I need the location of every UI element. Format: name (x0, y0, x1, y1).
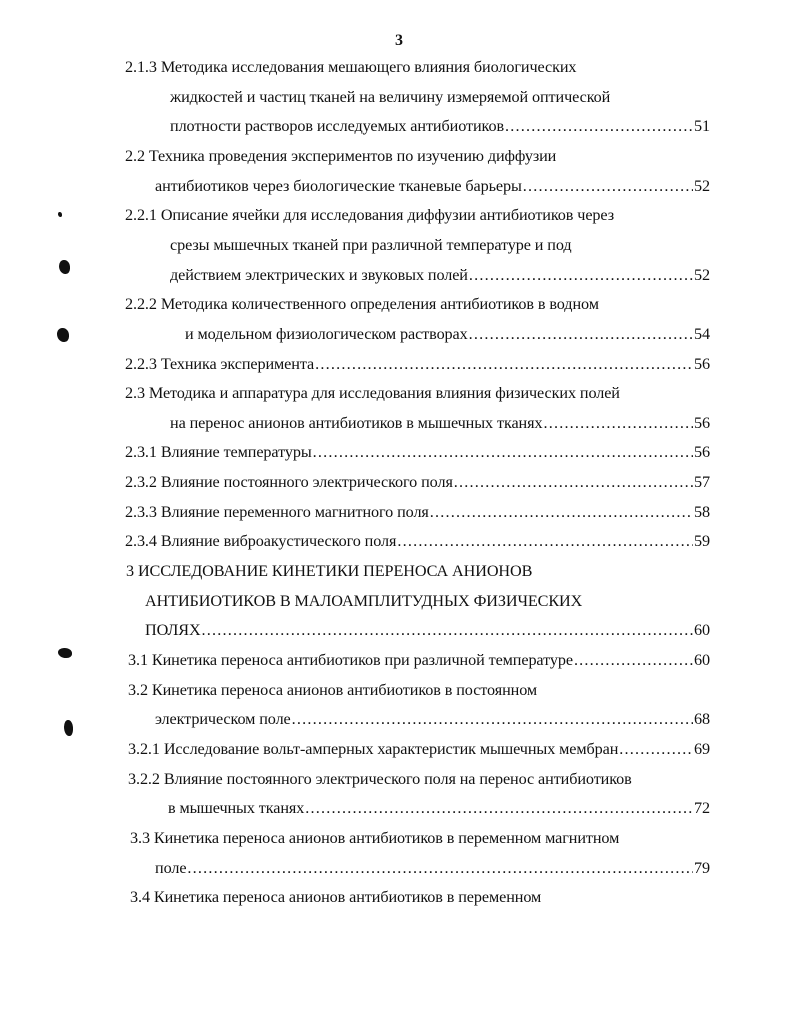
toc-entry-text: 2.2.2 Методика количественного определения антибиотиков в водном (125, 295, 599, 314)
dot-leader (305, 799, 693, 818)
toc-page-number: 57 (694, 473, 710, 492)
toc-line (128, 770, 710, 792)
toc-entry-text: 3.1 Кинетика переноса антибиотиков при различной температуре (128, 651, 573, 669)
toc-entry-text: АНТИБИОТИКОВ В МАЛОАМПЛИТУДНЫХ ФИЗИЧЕСКИХ (145, 591, 583, 610)
toc-page-number: 52 (694, 265, 710, 284)
toc-line (155, 859, 710, 881)
scan-blot (59, 260, 70, 274)
toc-entry-text: 3 ИССЛЕДОВАНИЕ КИНЕТИКИ ПЕРЕНОСА АНИОНОВ (126, 562, 533, 581)
toc-line (145, 621, 710, 643)
toc-entry-text: действием электрических и звуковых полей (170, 265, 468, 284)
dot-leader (292, 710, 693, 729)
toc-line (170, 117, 710, 139)
toc-entry-text: жидкостей и частиц тканей на величину измеряемой оптической (170, 87, 611, 106)
toc-entry-text: 2.3.3 Влияние переменного магнитного поля (125, 502, 429, 521)
dot-leader (454, 473, 693, 492)
dot-leader (469, 325, 693, 344)
toc-page-number: 72 (694, 799, 710, 818)
toc-entry-text: плотности растворов исследуемых антибиотиков (170, 117, 504, 136)
toc-line (155, 177, 710, 199)
toc-page-number: 60 (694, 651, 710, 669)
toc-page-number: 59 (694, 532, 710, 551)
dot-leader (543, 414, 693, 433)
toc-entry-text: 2.3.2 Влияние постоянного электрического поля (125, 473, 453, 492)
toc-page-number: 56 (694, 354, 710, 373)
toc-line (130, 829, 710, 851)
dot-leader (202, 621, 693, 640)
toc-line (125, 443, 710, 465)
toc-line (185, 325, 710, 347)
toc-page-number: 52 (694, 176, 710, 195)
toc-line (126, 562, 710, 584)
dot-leader (430, 503, 693, 522)
scan-blot (64, 720, 73, 736)
dot-leader (315, 355, 693, 374)
toc-line (128, 681, 710, 703)
toc-line (170, 266, 710, 288)
dot-leader (187, 859, 693, 878)
toc-line (170, 88, 710, 110)
dot-leader (469, 266, 693, 285)
toc-line (128, 651, 710, 673)
toc-page-number: 56 (694, 413, 710, 432)
toc-line (125, 295, 710, 317)
toc-line (130, 888, 710, 910)
toc-entry-text: 3.2 Кинетика переноса анионов антибиотиков в постоянном (128, 680, 538, 699)
toc-page-number: 58 (694, 502, 710, 521)
toc-line (125, 355, 710, 377)
toc-entry-text: 2.1.3 Методика исследования мешающего влияния биологических (125, 58, 577, 76)
toc-entry-text: 3.2.2 Влияние постоянного электрического поля на перенос антибиотиков (128, 769, 632, 788)
page-number: 3 (395, 32, 403, 49)
toc-entry-text: 3.4 Кинетика переноса анионов антибиотиков в переменном (130, 888, 542, 907)
toc-entry-text: в мышечных тканях (168, 799, 305, 818)
toc-entry-text: 2.3 Методика и аппаратура для исследования влияния физических полей (125, 384, 620, 403)
toc-page-number: 51 (694, 117, 710, 136)
toc-entry-text: 3.3 Кинетика переноса анионов антибиотиков в переменном магнитном (130, 828, 620, 847)
toc-entry-text: антибиотиков через биологические тканевые барьеры (155, 176, 522, 195)
dot-leader (619, 740, 693, 759)
toc-entry-text: 2.2.3 Техника эксперимента (125, 354, 315, 373)
toc-page-number: 60 (694, 621, 710, 640)
toc-page-number: 56 (694, 443, 710, 462)
toc-line (128, 740, 710, 762)
toc-line (170, 414, 710, 436)
toc-page-number: 68 (694, 710, 710, 729)
toc-entry-text: ПОЛЯХ (145, 621, 201, 640)
toc-entry-text: и модельном физиологическом растворах (185, 324, 468, 343)
dot-leader (523, 177, 693, 196)
toc-line (125, 532, 710, 554)
toc-line (170, 236, 710, 258)
toc-entry-text: 2.2.1 Описание ячейки для исследования диффузии антибиотиков через (125, 206, 614, 225)
toc-line (125, 503, 710, 525)
toc-page-number: 54 (694, 324, 710, 343)
scan-blot (57, 328, 69, 342)
toc-page-number: 79 (694, 858, 710, 877)
dot-leader (574, 651, 693, 670)
toc-entry-text: 3.2.1 Исследование вольт-амперных характеристик мышечных мембран (128, 739, 619, 758)
scan-speck (58, 212, 62, 217)
toc-line (125, 384, 710, 406)
toc-entry-text: поле (155, 858, 187, 877)
toc-line (145, 592, 710, 614)
dot-leader (505, 117, 693, 136)
toc-entry-text: электрическом поле (155, 710, 291, 729)
toc-line (125, 58, 710, 80)
scan-blot (58, 648, 72, 658)
toc-line (168, 799, 710, 821)
toc-line (155, 710, 710, 732)
toc-page-number: 69 (694, 739, 710, 758)
toc-entry-text: 2.2 Техника проведения экспериментов по изучению диффузии (125, 146, 557, 165)
toc-line (125, 147, 710, 169)
dot-leader (313, 443, 693, 462)
toc-entry-text: 2.3.4 Влияние виброакустического поля (125, 532, 397, 551)
dot-leader (397, 532, 693, 551)
toc-line (125, 206, 710, 228)
toc-entry-text: 2.3.1 Влияние температуры (125, 443, 312, 462)
toc-entry-text: на перенос анионов антибиотиков в мышечных тканях (170, 413, 543, 432)
toc-entry-text: срезы мышечных тканей при различной температуре и под (170, 235, 572, 254)
toc-line (125, 473, 710, 495)
